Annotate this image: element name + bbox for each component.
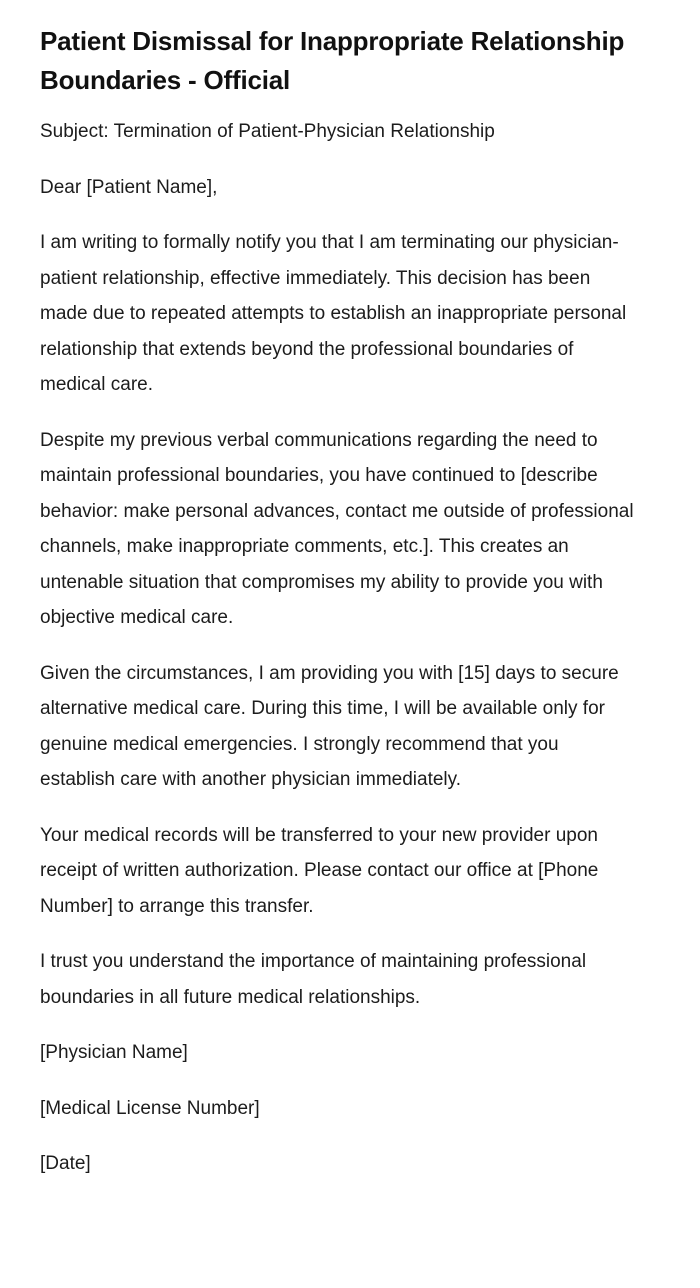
signature-date: [Date] xyxy=(40,1153,91,1174)
signature-physician-name: [Physician Name] xyxy=(40,1042,188,1063)
salutation: Dear [Patient Name], xyxy=(40,176,218,198)
page-title: Patient Dismissal for Inappropriate Relationship Boundaries - Official xyxy=(40,26,625,95)
signature-license-number: [Medical License Number] xyxy=(40,1097,260,1119)
body-paragraph-3: Given the circumstances, I am providing you with [15] days to secure alternative medical care. During this time, I will be available only for genuine medical emergencies. I strongly recommend that you establish care with another physician immediately. xyxy=(40,662,619,790)
letter-body xyxy=(40,114,637,1182)
subject-line: Subject: Termination of Patient-Physician Relationship xyxy=(40,121,495,142)
body-paragraph-2: Despite my previous verbal communications regarding the need to maintain professional boundaries, you have continued to [describe behavior: make personal advances, contact me outside of professional channels, make inappropriate comments, etc.]. This creates an untenable situation that compromises my ability to provide you with objective medical care. xyxy=(40,429,634,628)
body-paragraph-4: Your medical records will be transferred to your new provider upon receipt of written authorization. Please contact our office at [Phone Number] to arrange this transfer. xyxy=(40,824,599,917)
body-paragraph-1: I am writing to formally notify you that I am terminating our physician-patient relationship, effective immediately. This decision has been made due to repeated attempts to establish an inappropriate personal relationship that extends beyond the professional boundaries of medical care. xyxy=(40,232,627,395)
body-paragraph-5: I trust you understand the importance of maintaining professional boundaries in all future medical relationships. xyxy=(40,951,587,1008)
